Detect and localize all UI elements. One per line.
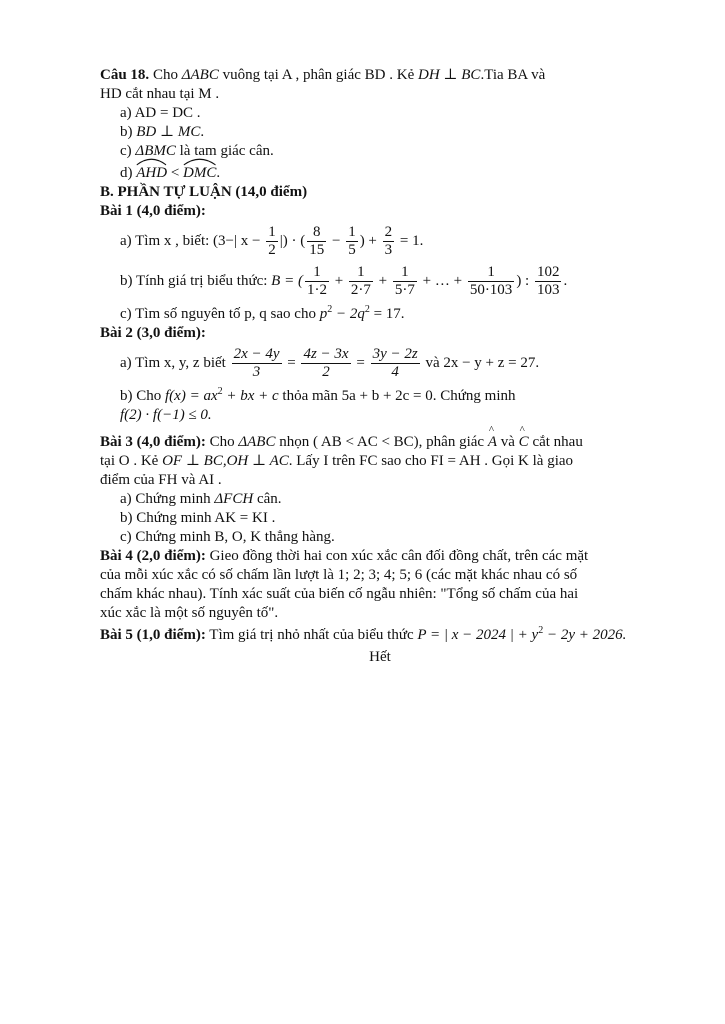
numerator: 1 xyxy=(305,264,329,282)
q18-text: vuông tại A , phân giác BD . Kẻ xyxy=(218,67,418,83)
end-marker: Hết xyxy=(369,649,391,665)
expr: f(x) = ax xyxy=(165,388,218,404)
denominator: 1·2 xyxy=(306,282,327,299)
numerator: 102 xyxy=(536,264,560,281)
bai3-line-1 xyxy=(100,433,660,452)
text: Tìm giá trị nhỏ nhất của biểu thức xyxy=(205,627,418,643)
q18-text: Cho xyxy=(149,67,182,83)
q18-math: DH ⊥ BC xyxy=(417,67,481,83)
arc-mark-icon xyxy=(183,157,216,166)
expr: ) + xyxy=(359,233,381,249)
numerator: 8 xyxy=(307,224,326,242)
bai2-part-b xyxy=(100,387,660,406)
denominator: 15 xyxy=(309,242,325,259)
fraction xyxy=(383,224,395,259)
fraction xyxy=(266,224,278,259)
bai2-part-b-line2 xyxy=(100,406,660,425)
exponent: 2 xyxy=(364,304,370,315)
q18-option-b xyxy=(100,123,660,142)
expr: B = ( xyxy=(271,273,303,289)
q18-label: Câu 18. xyxy=(100,67,150,83)
fraction xyxy=(393,264,417,299)
denominator: 103 xyxy=(536,282,560,299)
text: a) Chứng minh xyxy=(120,491,215,507)
expr: (3−| x − xyxy=(213,233,265,249)
less-than: < xyxy=(167,165,184,181)
option-math: BD ⊥ MC xyxy=(136,124,201,140)
option-prefix: d) xyxy=(120,165,137,181)
text: và xyxy=(497,434,519,450)
expr: và 2x − y + z = 27. xyxy=(421,355,540,371)
fraction xyxy=(307,224,326,259)
bai2-title: Bài 2 (3,0 điểm): xyxy=(100,325,206,341)
fraction xyxy=(346,224,358,259)
fraction xyxy=(305,264,329,299)
expr: − xyxy=(328,233,345,249)
expr: |) · ( xyxy=(279,233,306,249)
fraction xyxy=(301,346,350,381)
expr: = 17. xyxy=(369,306,405,322)
expr: + xyxy=(374,273,391,289)
expr: = xyxy=(352,355,369,371)
bai5-line xyxy=(100,626,660,645)
expr: = xyxy=(283,355,300,371)
option-suffix: là tam giác cân. xyxy=(175,143,274,159)
text: cắt nhau xyxy=(528,434,583,450)
expr: P = | x − 2024 | + y xyxy=(417,627,539,643)
numerator: 4z − 3x xyxy=(303,346,349,363)
fraction xyxy=(535,264,562,299)
expr: − 2q xyxy=(332,306,365,322)
option-suffix: . xyxy=(216,165,221,181)
fraction xyxy=(371,346,420,381)
denominator: 2 xyxy=(268,242,276,259)
option-prefix: b) xyxy=(120,124,137,140)
angle-hat-a: ^ A xyxy=(488,433,497,452)
bai3-part-c: c) Chứng minh B, O, K thẳng hàng. xyxy=(120,529,335,545)
option-prefix: c) xyxy=(120,143,136,159)
q18-math: ΔABC xyxy=(181,67,219,83)
expr: − 2y + 2026. xyxy=(543,627,627,643)
q18-text: .Tia BA và xyxy=(480,67,546,83)
q18-line-1 xyxy=(100,66,660,85)
bai4-title: Bài 4 (2,0 điểm): xyxy=(100,548,206,564)
part-text: b) Tính giá trị biểu thức: xyxy=(120,273,272,289)
q18-option-d xyxy=(100,164,660,183)
numerator: 1 xyxy=(268,224,276,241)
bai2-part-a xyxy=(100,343,660,383)
numerator: 2 xyxy=(384,224,393,241)
expr: p xyxy=(319,306,328,322)
bai1-part-a xyxy=(100,221,660,261)
q18-option-a: a) AD = DC . xyxy=(120,105,201,121)
part-text: c) Tìm số nguyên tố p, q sao cho xyxy=(120,306,320,322)
denominator: 2 xyxy=(322,364,330,381)
exponent: 2 xyxy=(217,386,223,397)
expr: + … + xyxy=(418,273,466,289)
numerator: 2x − 4y xyxy=(233,346,280,363)
expr: = 1. xyxy=(396,233,424,249)
bai4-line-3: chấm khác nhau). Tính xác suất của biến cố ngẫu nhiên: "Tổng số chấm của hai xyxy=(100,586,579,602)
denominator: 2·7 xyxy=(350,282,371,299)
q18-line-2: HD cắt nhau tại M . xyxy=(100,86,220,102)
arc-mark-icon xyxy=(136,157,167,166)
expr: ΔFCH xyxy=(214,491,254,507)
text: cân. xyxy=(253,491,282,507)
arc-angle-ahd xyxy=(136,164,167,183)
bai3-part-a xyxy=(100,490,660,509)
bai1-part-b xyxy=(100,261,660,301)
section-b-title: B. PHẦN TỰ LUẬN (14,0 điểm) xyxy=(100,184,308,200)
expr: thỏa mãn 5a + b + 2c = 0. Chứng minh xyxy=(278,388,516,404)
bai4-line-2: của mỗi xúc xắc có số chấm lần lượt là 1; 2; 3; 4; 5; 6 (các mặt khác nhau có số xyxy=(100,567,578,583)
expr: + xyxy=(330,273,347,289)
angle-hat-c: ^ C xyxy=(519,433,529,452)
denominator: 5 xyxy=(348,242,356,259)
bai3-line-3: điểm của FH và AI . xyxy=(100,472,222,488)
exponent: 2 xyxy=(538,625,544,636)
part-text: a) Tìm x , biết: xyxy=(120,233,214,249)
expr: ) : xyxy=(516,273,533,289)
option-suffix: . xyxy=(200,124,205,140)
fraction xyxy=(232,346,282,381)
numerator: 1 xyxy=(348,224,356,241)
denominator: 3 xyxy=(252,364,261,381)
text: Gieo đồng thời hai con xúc xắc cân đối đồng chất, trên các mặt xyxy=(205,548,589,564)
part-text: b) Cho xyxy=(120,388,165,404)
expr: ΔABC xyxy=(238,434,276,450)
expr: OF ⊥ BC,OH ⊥ AC xyxy=(162,453,289,469)
bai3-title: Bài 3 (4,0 điểm): xyxy=(100,434,206,450)
bai4-line-1 xyxy=(100,547,660,566)
document-page xyxy=(100,66,660,667)
denominator: 4 xyxy=(391,364,399,381)
bai1-title: Bài 1 (4,0 điểm): xyxy=(100,203,206,219)
numerator: 3y − 2z xyxy=(372,346,418,363)
text: . Lấy I trên FC sao cho FI = AH . Gọi K là giao xyxy=(288,453,574,469)
bai3-line-2 xyxy=(100,452,660,471)
part-text: a) Tìm x, y, z biết xyxy=(120,355,230,371)
numerator: 1 xyxy=(349,264,373,282)
text: Cho xyxy=(205,434,239,450)
angle-label: AHD xyxy=(136,165,168,181)
option-math: ΔBMC xyxy=(135,143,176,159)
denominator: 50·103 xyxy=(469,282,513,299)
exponent: 2 xyxy=(327,304,333,315)
denominator: 3 xyxy=(384,242,393,259)
fraction xyxy=(349,264,373,299)
numerator: 1 xyxy=(468,264,515,282)
bai5-title: Bài 5 (1,0 điểm): xyxy=(100,627,206,643)
expr: . xyxy=(563,273,568,289)
bai4-line-4: xúc xắc là một số nguyên tố". xyxy=(100,605,279,621)
bai1-part-c xyxy=(100,305,660,324)
angle-label: DMC xyxy=(183,165,217,181)
expr: f(2) · f(−1) ≤ 0. xyxy=(120,407,212,423)
arc-angle-dmc xyxy=(183,164,216,183)
fraction xyxy=(468,264,515,299)
text: nhọn ( AB < AC < BC), phân giác xyxy=(275,434,488,450)
expr: + bx + c xyxy=(222,388,279,404)
bai3-part-b: b) Chứng minh AK = KI . xyxy=(120,510,276,526)
denominator: 5·7 xyxy=(394,282,415,299)
numerator: 1 xyxy=(393,264,417,282)
text: tại O . Kẻ xyxy=(100,453,163,469)
